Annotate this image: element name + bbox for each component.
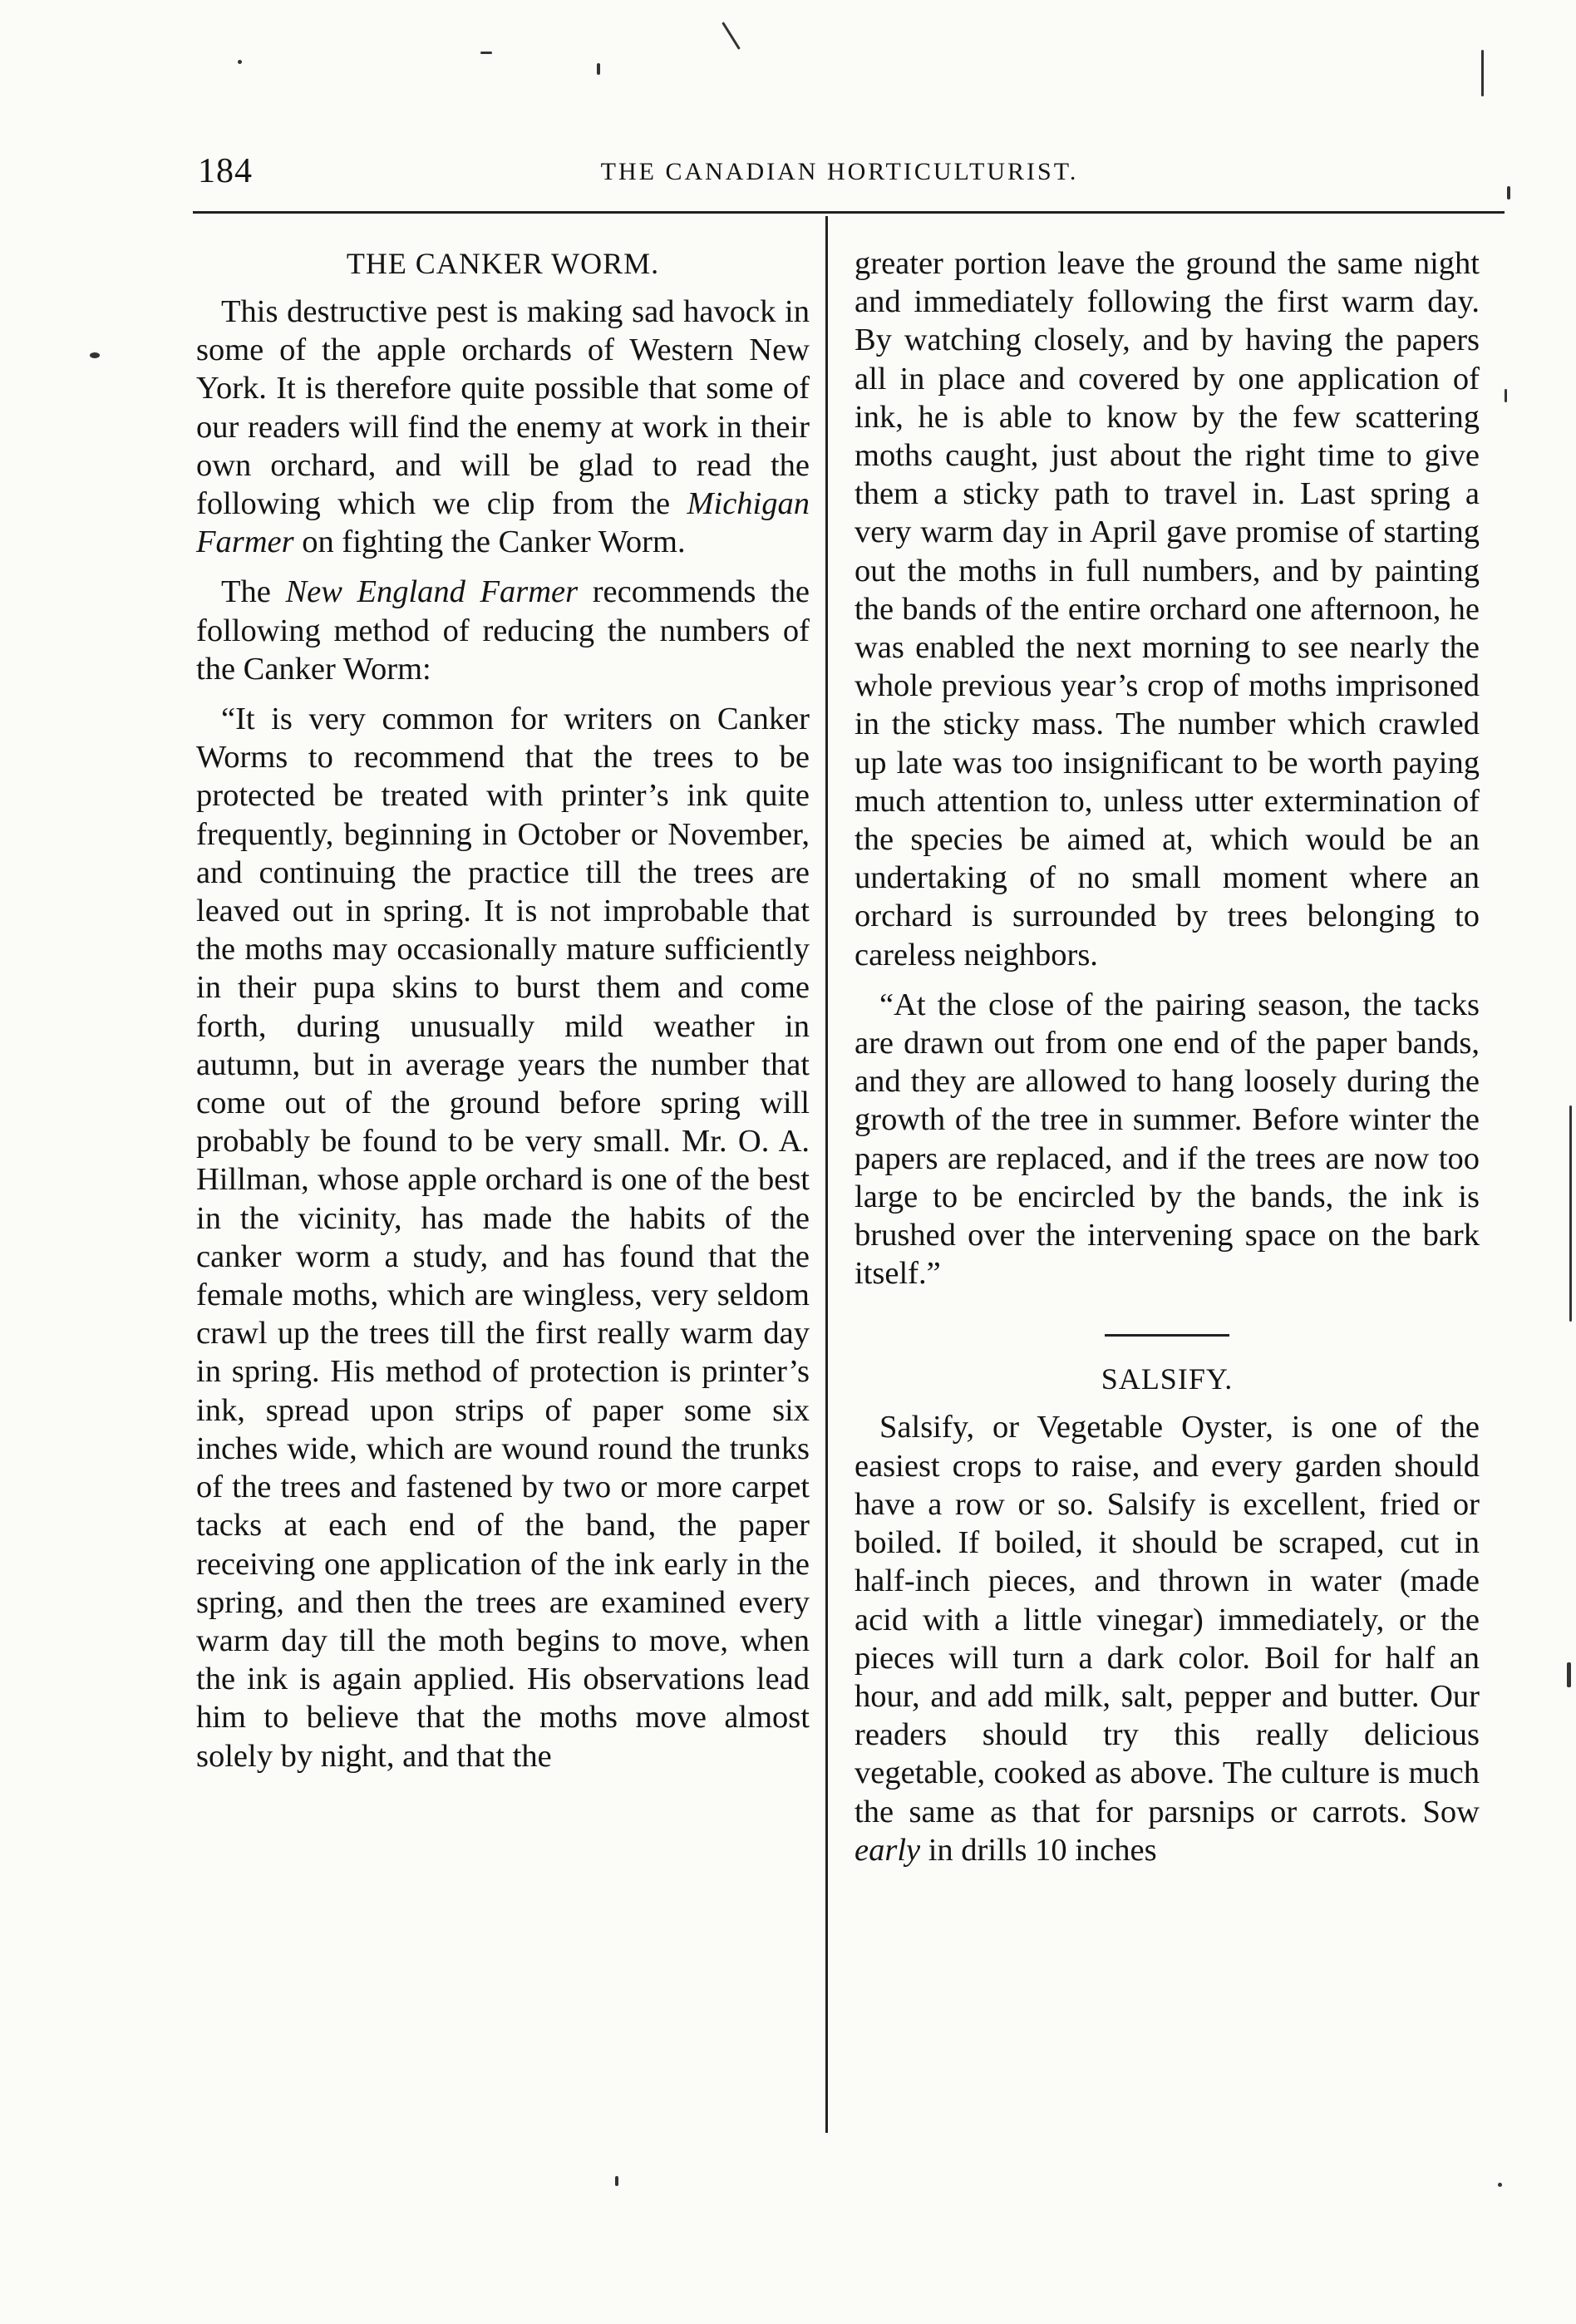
scan-speck: [597, 63, 600, 75]
canker-worm-quote-final: “At the close of the pairing season, the tacks are drawn out from one end of the paper bands, and they are allowed to hang loosely during the growth of the tree in summer. Before winter the papers are replaced, and if the trees are now too large to be encircled by the bands, the ink is brushed over the intervening space on the bark itself.”: [854, 987, 1480, 1292]
scan-speck: [1569, 1105, 1572, 1322]
left-column: [196, 244, 810, 1775]
page-number: 184: [198, 152, 253, 190]
section-rule: [1105, 1334, 1229, 1337]
canker-worm-intro: This destructive pest is making sad havock in some of the apple orchards of Western New York. It is therefore quite possible that some of our readers will find the enemy at work in their own orchard, and will be glad to read the following which we clip from the Michigan Farmer on fighting the Canker Worm.: [196, 294, 810, 560]
scan-speck: [90, 352, 100, 358]
scan-speck: [722, 22, 741, 50]
scan-speck: [1507, 186, 1510, 199]
scan-speck: [1567, 1662, 1571, 1687]
salsify-body-emphasis: early: [854, 1832, 921, 1868]
canker-worm-quote-part2: greater portion leave the ground the same night and immediately following the first warm day. By watching closely, and by having the papers all in place and covered by one application of ink, he is able to know by the few scattering moths caught, just about the right time to give them a sticky path to travel in. Last spring a very warm day in April gave promise of starting out the moths in full numbers, and by painting the bands of the entire orchard one afternoon, he was enabled the next morning to see nearly the whole previous year’s crop of moths imprisoned in the sticky mass. The number which crawled up late was too insignificant to be worth paying much attention to, unless utter extermination of the species be aimed at, which would be an undertaking of no small moment where an orchard is surrounded by trees belonging to careless neighbors.: [854, 246, 1480, 972]
header-rule: [193, 211, 1505, 214]
scan-speck: [480, 52, 492, 54]
canker-worm-lead: The New England Farmer recommends the following method of reducing the numbers of the Canker Worm:: [196, 574, 810, 687]
right-column: [854, 244, 1480, 1869]
running-title: THE CANADIAN HORTICULTURIST.: [600, 158, 1079, 185]
salsify-body-a: Salsify, or Vegetable Oyster, is one of the easiest crops to raise, and every garden should have a row or so. Salsify is excellent, fried or boiled. If boiled, it should be scraped, cut in half-inch pieces, and thrown in water (made acid with a little vinegar) immediately, or the pieces will turn a dark color. Boil for half an hour, and add milk, salt, pepper and butter. Our readers should try this really delicious vegetable, cooked as above. The culture is much the same as that for parsnips or carrots. Sow: [854, 1410, 1480, 1829]
scan-speck: [1505, 389, 1507, 402]
scan-speck: [238, 60, 242, 64]
salsify-body-b: in drills 10 inches: [928, 1832, 1157, 1868]
scan-speck: [615, 2176, 618, 2186]
canker-worm-title: THE CANKER WORM.: [346, 247, 660, 280]
canker-worm-quote-part1: “It is very common for writers on Canker Worms to recommend that the trees to be protected be treated with printer’s ink quite frequently, beginning in October or November, and continuing the practice till the trees are leaved out in spring. It is not improbable that the moths may occasionally mature sufficiently in their pupa skins to burst them and come forth, during unusually mild weather in autumn, but in average years the number that come out of the ground before spring will probably be found to be very small. Mr. O. A. Hillman, whose apple orchard is one of the best in the vicinity, has made the habits of the canker worm a study, and has found that the female moths, which are wingless, very seldom crawl up the trees till the first really warm day in spring. His method of protection is printer’s ink, spread upon strips of paper some six inches wide, which are wound round the trunks of the trees and fastened by two or more carpet tacks at each end of the band, the paper receiving one application of the ink early in the spring, and then the trees are examined every warm day till the moth begins to move, when the ink is again applied. His observations lead him to believe that the moths move almost solely by night, and that the: [196, 702, 810, 1774]
salsify-title: SALSIFY.: [1101, 1362, 1234, 1396]
salsify-body: [854, 1408, 1480, 1869]
scan-speck: [1481, 50, 1484, 96]
scan-speck: [1498, 2183, 1502, 2187]
column-divider: [825, 216, 828, 2133]
